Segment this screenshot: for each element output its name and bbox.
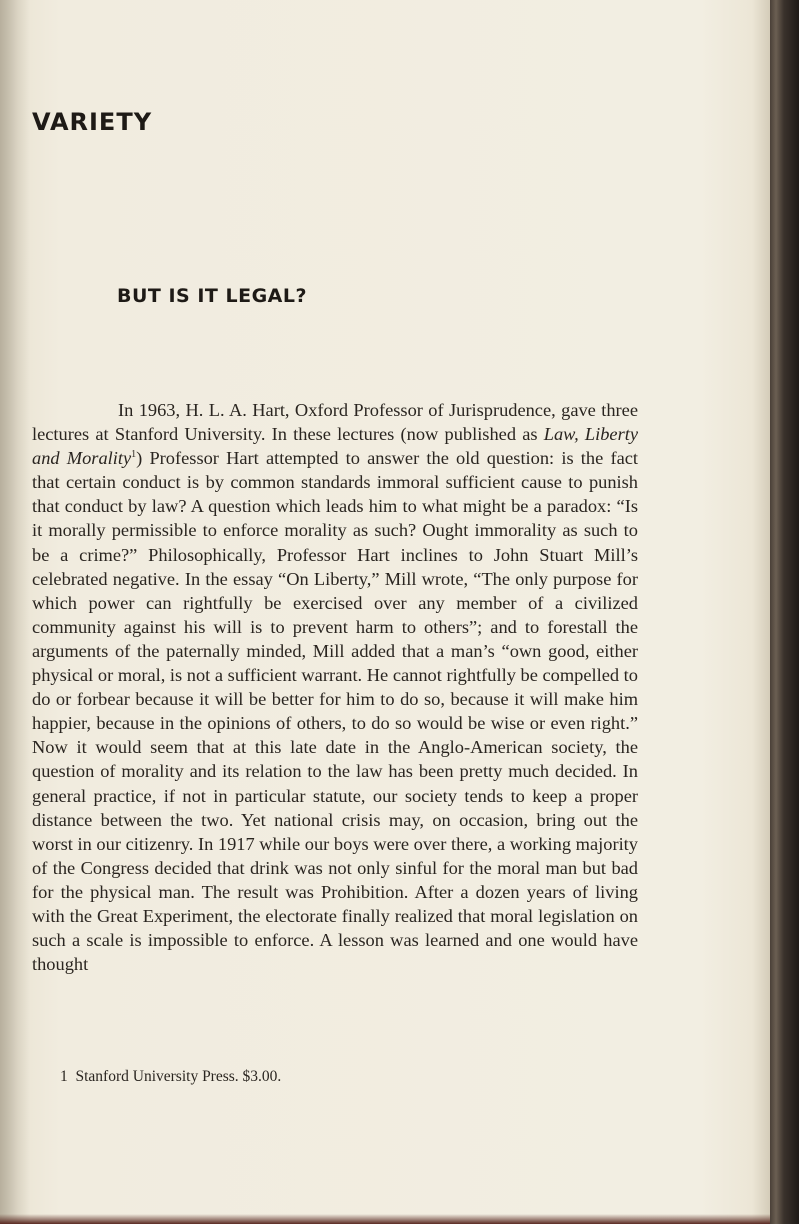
book-spine-edge bbox=[770, 0, 799, 1224]
body-text-part-2: ) Professor Hart attempted to answer the old question: is the fact that certain conduct is by common standards immoral sufficient cause to punish that conduct by law? A question which leads him to what might be a paradox: “Is it morally permissible to enforce morality as such? Ought immorality as such to be a crime?” Philosophically, Professor Hart inclines to John Stuart Mill’s celebrated negative. In the essay “On Liberty,” Mill wrote, “The only purpose for which power can rightfully be exercised over any member of a civilized community against his will is to prevent harm to others”; and to forestall the arguments of the paternally minded, Mill added that a man’s “own good, either physical or moral, is not a sufficient warrant. He cannot rightfully be compelled to do or forbear because it will be better for him to do so, because it will make him happier, because in the opinions of others, to do so would be wise or even right.” Now it would seem that at this late date in the Anglo-American society, the question of morality and its relation to the law has been pretty much decided. In general practice, if not in particular statute, our society tends to keep a proper distance between the two. Yet national crisis may, on occasion, bring out the worst in our citizenry. In 1917 while our boys were over there, a working majority of the Congress decided that drink was not only sinful for the moral man but bad for the physical man. The result was Prohibition. After a dozen years of living with the Great Experiment, the electorate finally realized that moral legislation on such a scale is impossible to enforce. A lesson was learned and one would have thought bbox=[32, 448, 639, 975]
page-bottom-edge bbox=[0, 1214, 770, 1224]
article-body bbox=[32, 398, 638, 976]
footnote bbox=[60, 1068, 281, 1086]
book-title: Law, Liberty and Morality bbox=[32, 424, 638, 469]
section-title: VARIETY bbox=[32, 108, 153, 136]
footnote-reference: 1 bbox=[131, 449, 137, 461]
gutter-shadow bbox=[0, 0, 30, 1224]
footnote-number: 1 bbox=[60, 1068, 68, 1085]
body-text-part-1: In 1963, H. L. A. Hart, Oxford Professor of Jurisprudence, gave three lectures at Stanford University. In these lectures (now published as bbox=[32, 400, 638, 445]
article-title: BUT IS IT LEGAL? bbox=[117, 285, 308, 307]
footnote-text: Stanford University Press. $3.00. bbox=[75, 1068, 282, 1085]
